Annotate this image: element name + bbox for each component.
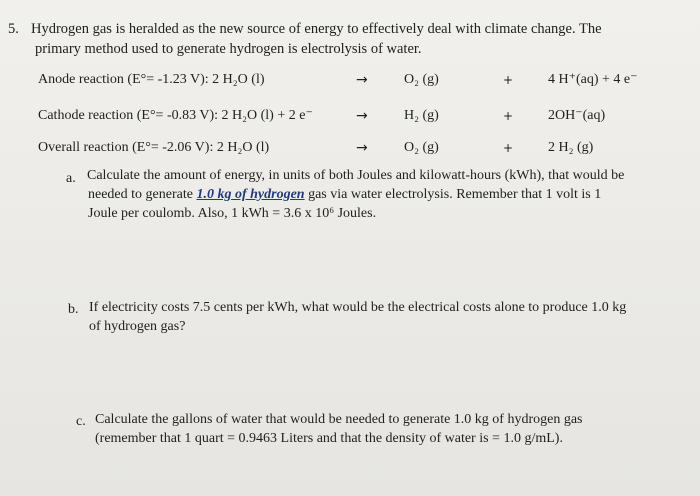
question-c-line-2: (remember that 1 quart = 0.9463 Liters and that the density of water is = 1.0 g/mL). bbox=[95, 431, 563, 446]
question-b-line-1: If electricity costs 7.5 cents per kWh, what would be the electrical costs alone to produce 1.0 kg bbox=[89, 300, 627, 315]
question-a-line-2 bbox=[88, 186, 601, 204]
anode-product-2: 4 H⁺(aq) + 4 e⁻ bbox=[548, 72, 638, 87]
reaction-arrow: → bbox=[356, 108, 368, 124]
question-a-marker: a. bbox=[66, 171, 76, 186]
question-c-marker: c. bbox=[76, 414, 86, 429]
question-c-line-1: Calculate the gallons of water that would be needed to generate 1.0 kg of hydrogen gas bbox=[95, 412, 583, 427]
overall-reaction-row bbox=[0, 138, 700, 158]
overall-reaction-label: Overall reaction (E°= -2.06 V): 2 H₂O (l) bbox=[38, 140, 270, 155]
reaction-arrow: → bbox=[356, 72, 368, 88]
problem-intro-line-2: primary method used to generate hydrogen is electrolysis of water. bbox=[35, 41, 422, 57]
cathode-product-1: H₂ (g) bbox=[404, 108, 439, 123]
cathode-reaction-row bbox=[0, 106, 700, 126]
cathode-reaction-label: Cathode reaction (E°= -0.83 V): 2 H₂O (l) + 2 e⁻ bbox=[38, 108, 313, 123]
overall-product-1: O₂ (g) bbox=[404, 140, 439, 155]
reaction-arrow: → bbox=[356, 140, 368, 156]
problem-intro-line-1: Hydrogen gas is heralded as the new source of energy to effectively deal with climate change. The bbox=[31, 21, 602, 37]
question-a-line-1: Calculate the amount of energy, in units of both Joules and kilowatt-hours (kWh), that would be bbox=[87, 168, 625, 183]
anode-reaction-label: Anode reaction (E°= -1.23 V): 2 H₂O (l) bbox=[38, 72, 265, 87]
overall-product-2: 2 H₂ (g) bbox=[548, 140, 594, 155]
cathode-product-2: 2OH⁻(aq) bbox=[548, 108, 606, 123]
anode-reaction-row bbox=[0, 70, 700, 90]
plus-sign: + bbox=[503, 73, 514, 87]
question-b-line-2: of hydrogen gas? bbox=[89, 319, 186, 334]
plus-sign: + bbox=[503, 141, 514, 155]
question-a-line-3: Joule per coulomb. Also, 1 kWh = 3.6 x 10⁶ Joules. bbox=[88, 206, 377, 221]
anode-product-1: O₂ (g) bbox=[404, 72, 439, 87]
problem-number: 5. bbox=[8, 21, 19, 37]
plus-sign: + bbox=[503, 109, 514, 123]
emphasized-phrase: 1.0 kg of hydrogen bbox=[196, 187, 305, 202]
question-a-line-2-start: needed to generate bbox=[88, 187, 197, 202]
question-b-marker: b. bbox=[68, 302, 79, 317]
question-a-line-2-end: gas via water electrolysis. Remember that 1 volt is 1 bbox=[304, 187, 602, 202]
